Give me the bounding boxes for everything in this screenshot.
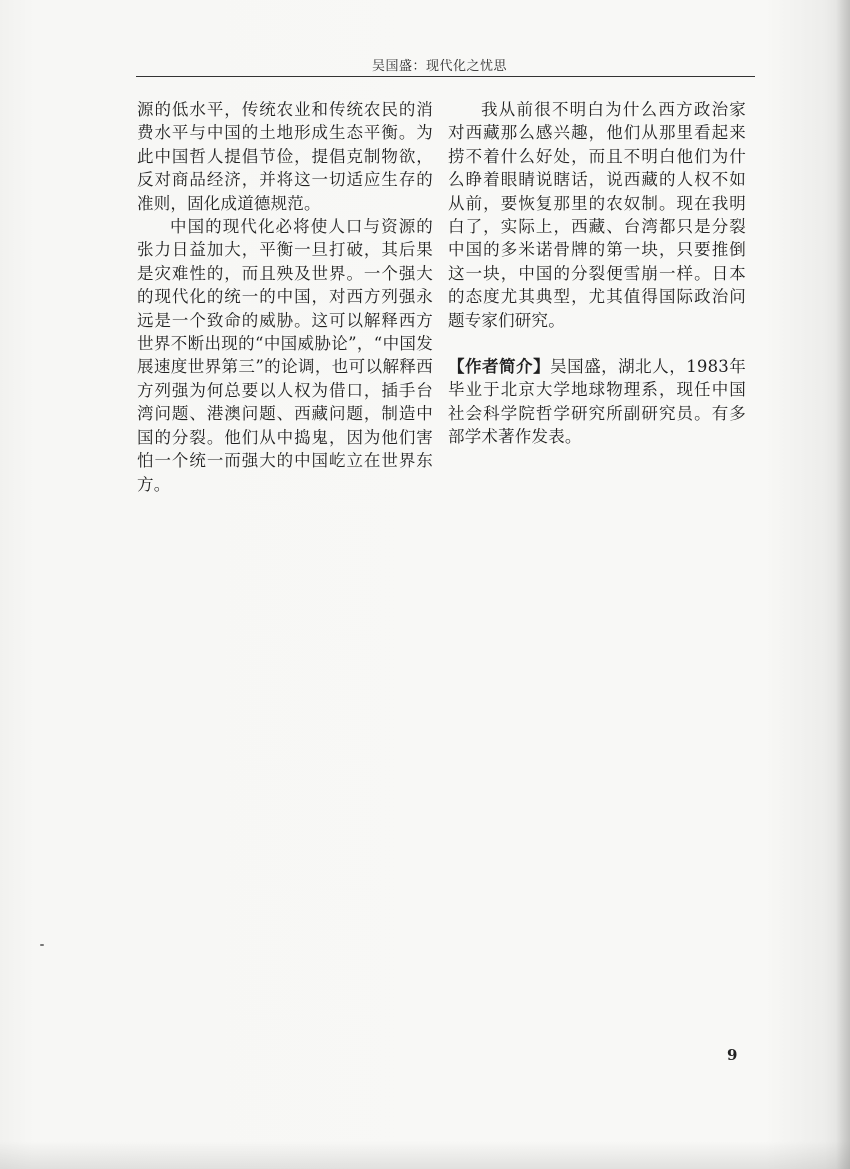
running-header: 吴国盛：现代化之忧思 [372, 59, 508, 74]
right-column [448, 98, 746, 449]
paragraph: 中国的现代化必将使人口与资源的张力日益加大，平衡一旦打破，其后果是灾难性的，而且殃及世界。一个强大的现代化的统一的中国，对西方列强永远是一个致命的威胁。这可以解释西方世界不断出现的“中国威胁论”，“中国发展速度世界第三”的论调，也可以解释西方列强为何总要以人权为借口，插手台湾问题、港澳问题、西藏问题，制造中国的分裂。他们从中捣鬼，因为他们害怕一个统一而强大的中国屹立在世界东方。 [137, 217, 433, 494]
author-bio [448, 355, 746, 449]
page-number: 9 [727, 1046, 738, 1064]
paragraph-continued: 源的低水平，传统农业和传统农民的消费水平与中国的土地形成生态平衡。为此中国哲人提倡节俭，提倡克制物欲，反对商品经济，并将这一切适应生存的准则，固化成道德规范。 [137, 100, 433, 213]
author-bio-label: 【作者简介】 [448, 357, 551, 377]
paragraph: 我从前很不明白为什么西方政治家对西藏那么感兴趣，他们从那里看起来捞不着什么好处，而且不明白他们为什么睁着眼睛说瞎话，说西藏的人权不如从前，要恢复那里的农奴制。现在我明白了，实际上，西藏、台湾都只是分裂中国的多米诺骨牌的第一块，只要推倒这一块，中国的分裂便雪崩一样。日本的态度尤其典型，尤其值得国际政治问题专家们研究。 [448, 100, 746, 330]
page-edge-shadow [836, 0, 850, 1169]
header-rule [136, 76, 755, 77]
scan-speck [40, 944, 44, 946]
left-column [137, 98, 433, 496]
author-bio-text: 吴国盛，湖北人，1983年毕业于北京大学地球物理系，现任中国社会科学院哲学研究所副研究员。有多部学术著作发表。 [448, 357, 747, 447]
